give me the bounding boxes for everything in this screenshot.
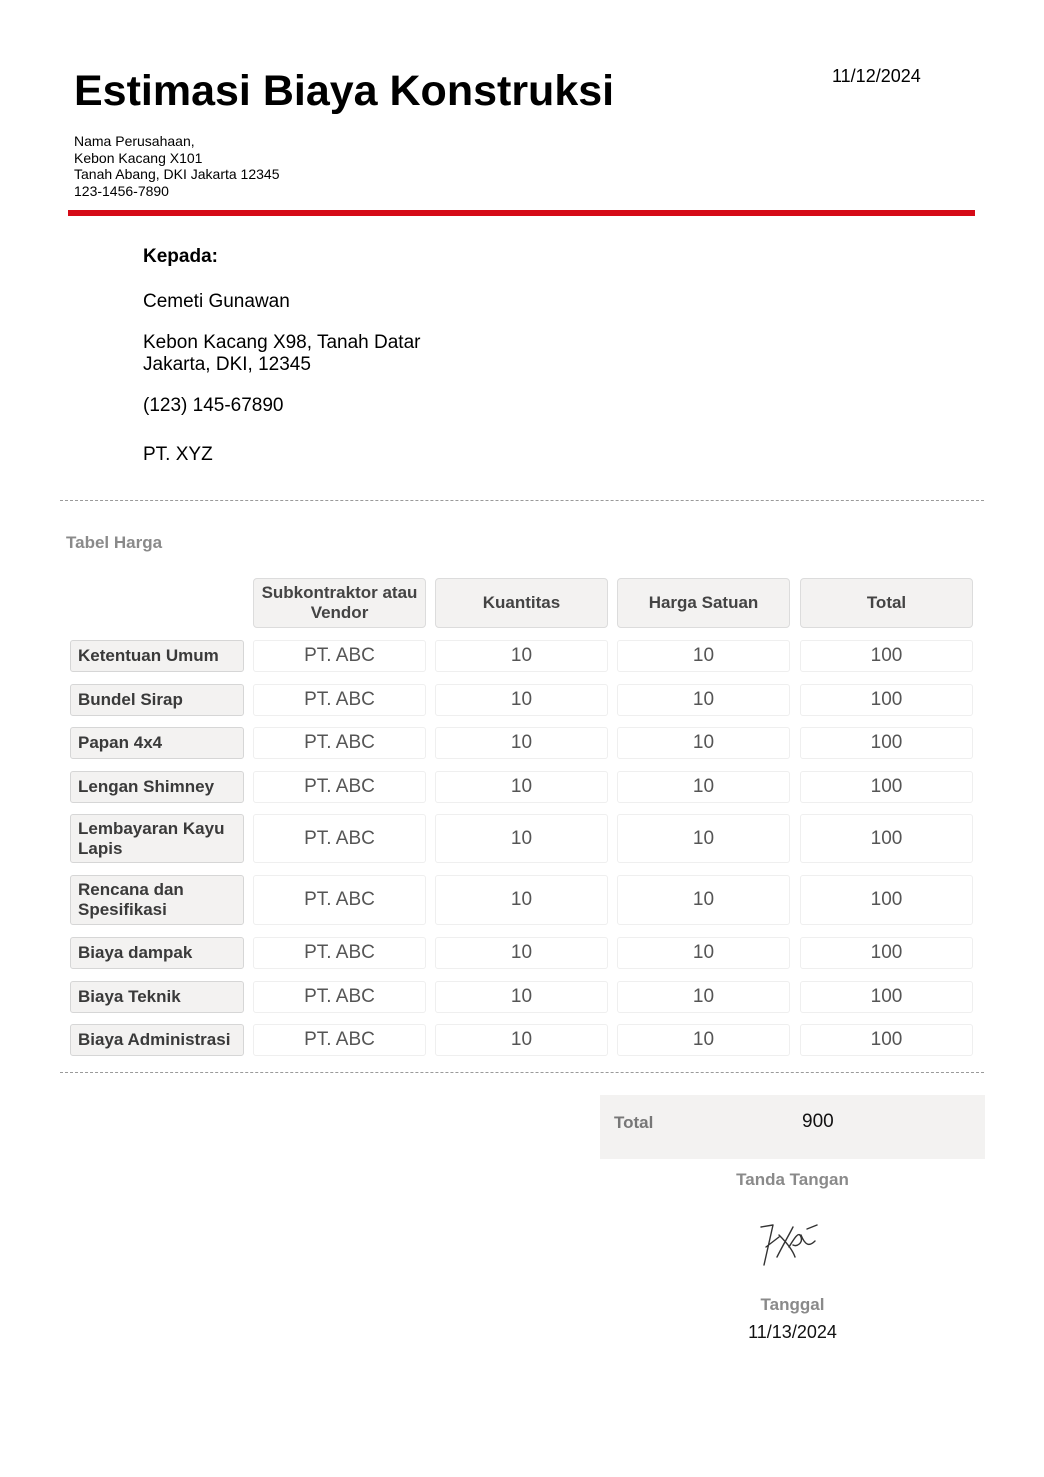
row-unit-price: 10: [617, 640, 790, 672]
row-vendor: PT. ABC: [253, 684, 426, 716]
recipient-address: [143, 332, 420, 376]
row-item-label: Lembayaran Kayu Lapis: [70, 814, 244, 863]
row-vendor: PT. ABC: [253, 727, 426, 759]
row-quantity: 10: [435, 981, 608, 1013]
section-divider-bottom: [60, 1072, 984, 1073]
row-item-label: Papan 4x4: [70, 727, 244, 759]
recipient-address-line1: Kebon Kacang X98, Tanah Datar: [143, 332, 421, 353]
signature-date: 11/13/2024: [748, 1322, 837, 1342]
row-item-label: Biaya Teknik: [70, 981, 244, 1013]
recipient-address-line2: Jakarta, DKI, 12345: [143, 354, 311, 375]
row-item-label: Rencana dan Spesifikasi: [70, 875, 244, 925]
recipient-company: PT. XYZ: [143, 444, 213, 465]
recipient-block: [143, 246, 421, 465]
company-info: [74, 133, 279, 199]
company-name: Nama Perusahaan,: [74, 133, 195, 149]
row-vendor: PT. ABC: [253, 771, 426, 803]
signature-label: Tanda Tangan: [736, 1170, 849, 1189]
recipient-label: Kepada:: [143, 246, 218, 267]
row-vendor: PT. ABC: [253, 875, 426, 925]
company-street: Kebon Kacang X101: [74, 149, 203, 166]
row-quantity: 10: [435, 727, 608, 759]
row-vendor: PT. ABC: [253, 814, 426, 863]
header-unit-price: Harga Satuan: [617, 578, 790, 628]
row-total: 100: [800, 937, 973, 969]
row-unit-price: 10: [617, 875, 790, 925]
row-quantity: 10: [435, 640, 608, 672]
row-total: 100: [800, 727, 973, 759]
header-total: Total: [800, 578, 973, 628]
row-unit-price: 10: [617, 684, 790, 716]
company-city: Tanah Abang, DKI Jakarta 12345: [74, 166, 280, 182]
signature-image: [757, 1217, 823, 1269]
price-table-label: Tabel Harga: [66, 533, 163, 552]
row-quantity: 10: [435, 684, 608, 716]
row-total: 100: [800, 684, 973, 716]
company-phone: 123-1456-7890: [74, 182, 169, 199]
document-title: Estimasi Biaya Konstruksi: [74, 67, 615, 115]
row-vendor: PT. ABC: [253, 640, 426, 672]
row-unit-price: 10: [617, 937, 790, 969]
recipient-phone: (123) 145-67890: [143, 395, 284, 416]
row-unit-price: 10: [617, 981, 790, 1013]
total-value: 900: [802, 1111, 834, 1132]
total-label: Total: [614, 1113, 654, 1132]
row-item-label: Bundel Sirap: [70, 684, 244, 716]
row-item-label: Biaya Administrasi: [70, 1024, 244, 1056]
row-total: 100: [800, 1024, 973, 1056]
row-unit-price: 10: [617, 771, 790, 803]
row-unit-price: 10: [617, 814, 790, 863]
row-quantity: 10: [435, 1024, 608, 1056]
row-quantity: 10: [435, 771, 608, 803]
document-date: 11/12/2024: [832, 66, 921, 86]
row-unit-price: 10: [617, 1024, 790, 1056]
header-divider: [68, 210, 975, 216]
row-total: 100: [800, 814, 973, 863]
row-total: 100: [800, 640, 973, 672]
row-total: 100: [800, 981, 973, 1013]
row-vendor: PT. ABC: [253, 937, 426, 969]
row-unit-price: 10: [617, 727, 790, 759]
section-divider-top: [60, 500, 984, 501]
row-total: 100: [800, 771, 973, 803]
row-quantity: 10: [435, 814, 608, 863]
header-vendor: Subkontraktor atau Vendor: [253, 578, 426, 628]
total-summary: [600, 1095, 985, 1159]
row-item-label: Lengan Shimney: [70, 771, 244, 803]
header-quantity: Kuantitas: [435, 578, 608, 628]
row-item-label: Ketentuan Umum: [70, 640, 244, 672]
recipient-name: Cemeti Gunawan: [143, 291, 290, 312]
row-total: 100: [800, 875, 973, 925]
row-quantity: 10: [435, 937, 608, 969]
row-vendor: PT. ABC: [253, 1024, 426, 1056]
row-quantity: 10: [435, 875, 608, 925]
date-label: Tanggal: [760, 1295, 825, 1314]
row-vendor: PT. ABC: [253, 981, 426, 1013]
row-item-label: Biaya dampak: [70, 937, 244, 969]
